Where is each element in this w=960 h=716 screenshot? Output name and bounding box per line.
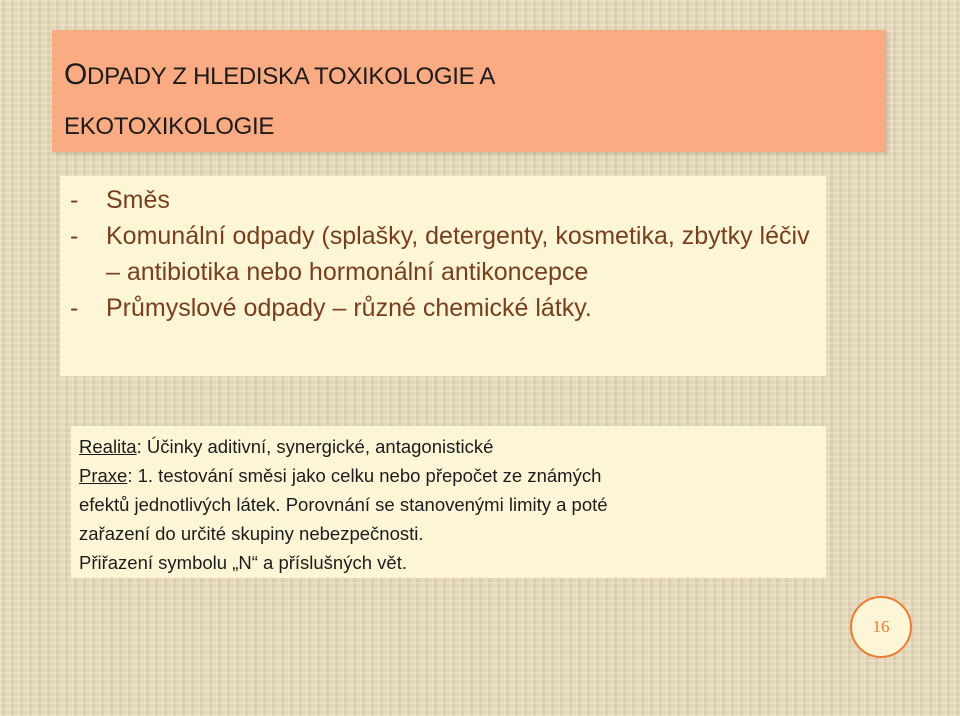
note-line: efektů jednotlivých látek. Porovnání se stanovenými limity a poté — [79, 494, 608, 515]
praxe-label: Praxe — [79, 465, 128, 486]
page-number-badge — [850, 596, 912, 658]
bullet-list-box — [60, 176, 826, 376]
slide-title — [64, 50, 864, 152]
bullet-item: - Komunální odpady (splašky, detergenty, kosmetika, zbytky léčiv – antibiotika nebo hormonální antikoncepce — [70, 222, 810, 286]
note-line: zařazení do určité skupiny nebezpečnosti. — [79, 523, 424, 544]
title-line-2: EKOTOXIKOLOGIE — [64, 113, 275, 140]
note-realita-line: Realita: Účinky aditivní, synergické, antagonistické — [79, 436, 494, 457]
title-line-1: ODPADY Z HLEDISKA TOXIKOLOGIE A — [64, 58, 496, 91]
bullet-list — [70, 182, 810, 326]
note-box — [71, 426, 826, 578]
bullet-item: - Směs — [70, 186, 170, 214]
note-text — [79, 432, 819, 577]
note-line: Přiřazení symbolu „N“ a příslušných vět. — [79, 552, 407, 573]
note-praxe-line: Praxe: 1. testování směsi jako celku nebo přepočet ze známých — [79, 465, 602, 486]
bullet-item: - Průmyslové odpady – různé chemické látky. — [70, 294, 592, 322]
realita-label: Realita — [79, 436, 137, 457]
slide-title-box — [52, 30, 886, 152]
page-number: 16 — [872, 617, 890, 636]
